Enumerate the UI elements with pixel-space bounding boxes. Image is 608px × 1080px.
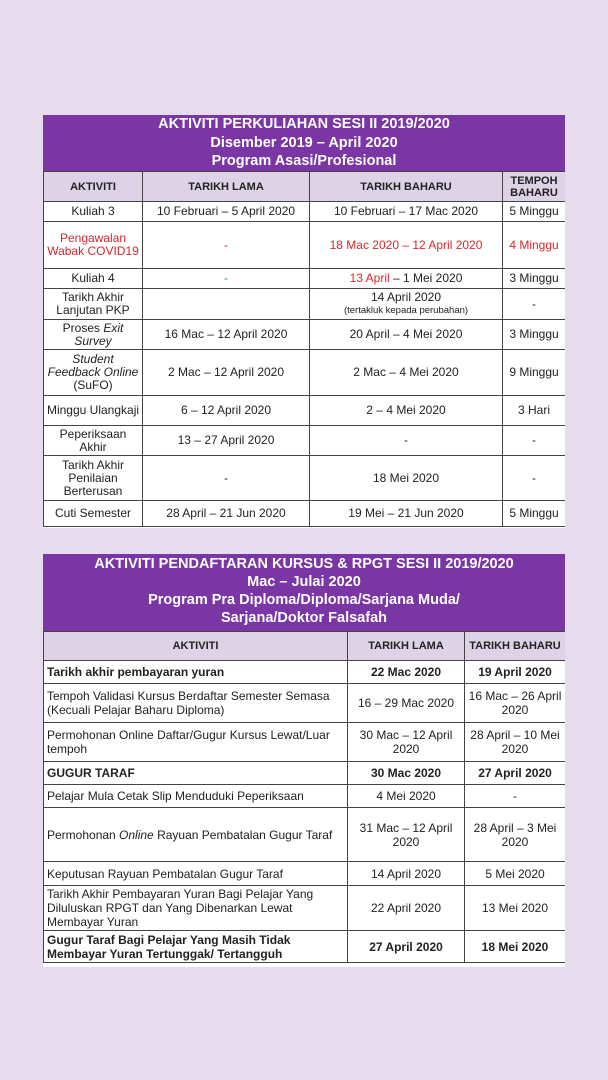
old-date-cell: - [143,456,310,501]
activity-cell: Tarikh Akhir Pembayaran Yuran Bagi Pelajar Yang Diluluskan RPGT dan Yang Dibenarkan Lewat Membayar Yuran [44,886,348,931]
old-date-cell: 4 Mei 2020 [348,785,465,808]
table-row [44,350,566,396]
activity-cell: Kuliah 3 [44,202,143,222]
old-date-cell: 30 Mac 2020 [348,762,465,785]
table-row [44,456,566,501]
new-date-cell: 28 April – 10 Mei 2020 [465,723,566,762]
lecture-schedule-card [43,115,565,528]
table-row [44,762,566,785]
old-date-cell: 16 – 29 Mac 2020 [348,684,465,723]
title-line: AKTIVITI PERKULIAHAN SESI II 2019/2020 [158,116,450,132]
col-header-activity: AKTIVITI [44,172,143,202]
old-date-cell: 28 April – 21 Jun 2020 [143,501,310,527]
activity-text-italic: Exit Survey [74,320,124,348]
activity-cell [44,350,143,396]
table-row [44,785,566,808]
table-row [44,808,566,862]
table-row [44,723,566,762]
title-line: AKTIVITI PENDAFTARAN KURSUS & RPGT SESI II 2019/2020 [94,556,514,572]
new-date-cell: 13 Mei 2020 [465,886,566,931]
table-row [44,269,566,289]
activity-cell: Keputusan Rayuan Pembatalan Gugur Taraf [44,862,348,886]
new-date-cell [310,269,503,289]
title-line: Sarjana/Doktor Falsafah [221,610,387,626]
new-date-cell: 2 Mac – 4 Mei 2020 [310,350,503,396]
activity-cell: Gugur Taraf Bagi Pelajar Yang Masih Tidak Membayar Yuran Tertunggak/ Tertangguh [44,931,348,963]
activity-cell: Permohonan Online Daftar/Gugur Kursus Lewat/Luar tempoh [44,723,348,762]
activity-cell: Pelajar Mula Cetak Slip Menduduki Peperiksaan [44,785,348,808]
activity-cell: Tarikh Akhir Lanjutan PKP [44,289,143,320]
activity-text: Rayuan Pembatalan Gugur Taraf [153,827,333,842]
col-header-new-date: TARIKH BAHARU [310,172,503,202]
new-date-rest: – 1 Mei 2020 [389,271,463,285]
new-date-note: (tertakluk kepada perubahan) [343,305,469,316]
new-date-cell: 18 Mei 2020 [310,456,503,501]
table-header-row [44,632,566,661]
new-date-cell: 19 Mei – 21 Jun 2020 [310,501,503,527]
old-date-cell [143,289,310,320]
table-row [44,931,566,963]
duration-cell: 5 Minggu [503,202,566,222]
table-row [44,501,566,527]
table-row [44,426,566,456]
lecture-schedule-table [43,171,565,527]
activity-cell: Tarikh akhir pembayaran yuran [44,661,348,684]
activity-text: (SuFO) [73,378,113,392]
title-line: Mac – Julai 2020 [247,574,361,590]
new-date-cell: 16 Mac – 26 April 2020 [465,684,566,723]
new-date-cell: 5 Mei 2020 [465,862,566,886]
old-date-cell: 30 Mac – 12 April 2020 [348,723,465,762]
old-date-cell: 6 – 12 April 2020 [143,396,310,426]
new-date-cell: 10 Februari – 17 Mac 2020 [310,202,503,222]
old-date-cell: - [143,269,310,289]
lecture-schedule-title [43,115,565,171]
title-line: Program Asasi/Profesional [211,153,397,169]
duration-cell: 4 Minggu [503,222,566,269]
col-header-old-date: TARIKH LAMA [348,632,465,661]
old-date-cell: - [143,222,310,269]
old-date-cell: 22 April 2020 [348,886,465,931]
duration-cell: 3 Hari [503,396,566,426]
duration-cell: 3 Minggu [503,269,566,289]
table-row [44,222,566,269]
new-date-cell: 27 April 2020 [465,762,566,785]
table-row [44,320,566,350]
new-date-cell: - [310,426,503,456]
duration-cell: 3 Minggu [503,320,566,350]
duration-cell: 9 Minggu [503,350,566,396]
new-date-cell: 20 April – 4 Mei 2020 [310,320,503,350]
old-date-cell: 2 Mac – 12 April 2020 [143,350,310,396]
table-row [44,886,566,931]
table-row [44,202,566,222]
activity-cell: Minggu Ulangkaji [44,396,143,426]
activity-cell: Kuliah 4 [44,269,143,289]
activity-cell: Tempoh Validasi Kursus Berdaftar Semester Semasa (Kecuali Pelajar Baharu Diploma) [44,684,348,723]
old-date-cell: 13 – 27 April 2020 [143,426,310,456]
registration-schedule-table [43,631,565,963]
activity-cell [44,808,348,862]
col-header-activity: AKTIVITI [44,632,348,661]
activity-cell [44,320,143,350]
old-date-cell: 27 April 2020 [348,931,465,963]
new-date-highlight: 13 April [349,271,390,285]
activity-text-italic: Student Feedback Online [47,352,139,379]
new-date-cell: 18 Mac 2020 – 12 April 2020 [310,222,503,269]
col-header-old-date: TARIKH LAMA [143,172,310,202]
duration-cell: - [503,426,566,456]
title-line: Program Pra Diploma/Diploma/Sarjana Muda/ [148,592,460,608]
old-date-cell: 16 Mac – 12 April 2020 [143,320,310,350]
duration-cell: 5 Minggu [503,501,566,527]
table-row [44,862,566,886]
title-line: Disember 2019 – April 2020 [210,134,398,151]
activity-cell: Pengawalan Wabak COVID19 [44,222,143,269]
col-header-new-date: TARIKH BAHARU [465,632,566,661]
table-row [44,684,566,723]
registration-schedule-card [43,554,565,967]
old-date-cell: 31 Mac – 12 April 2020 [348,808,465,862]
new-date-cell: - [465,785,566,808]
activity-text: Proses [62,320,104,335]
col-header-new-duration: TEMPOH BAHARU [503,172,566,202]
activity-cell: Cuti Semester [44,501,143,527]
new-date-cell: 19 April 2020 [465,661,566,684]
old-date-cell: 14 April 2020 [348,862,465,886]
activity-text: Permohonan [47,827,120,842]
new-date-value: 14 April 2020 [370,290,442,304]
table-row [44,396,566,426]
activity-cell: Tarikh Akhir Penilaian Berterusan [44,456,143,501]
new-date-cell [310,289,503,320]
new-date-cell: 28 April – 3 Mei 2020 [465,808,566,862]
table-row [44,661,566,684]
table-header-row [44,172,566,202]
activity-cell: GUGUR TARAF [44,762,348,785]
registration-schedule-title [43,554,565,631]
table-row [44,289,566,320]
activity-cell: Peperiksaan Akhir [44,426,143,456]
new-date-cell: 18 Mei 2020 [465,931,566,963]
new-date-cell: 2 – 4 Mei 2020 [310,396,503,426]
old-date-cell: 22 Mac 2020 [348,661,465,684]
activity-text-italic: Online [119,827,154,842]
duration-cell: - [503,289,566,320]
old-date-cell: 10 Februari – 5 April 2020 [143,202,310,222]
duration-cell: - [503,456,566,501]
